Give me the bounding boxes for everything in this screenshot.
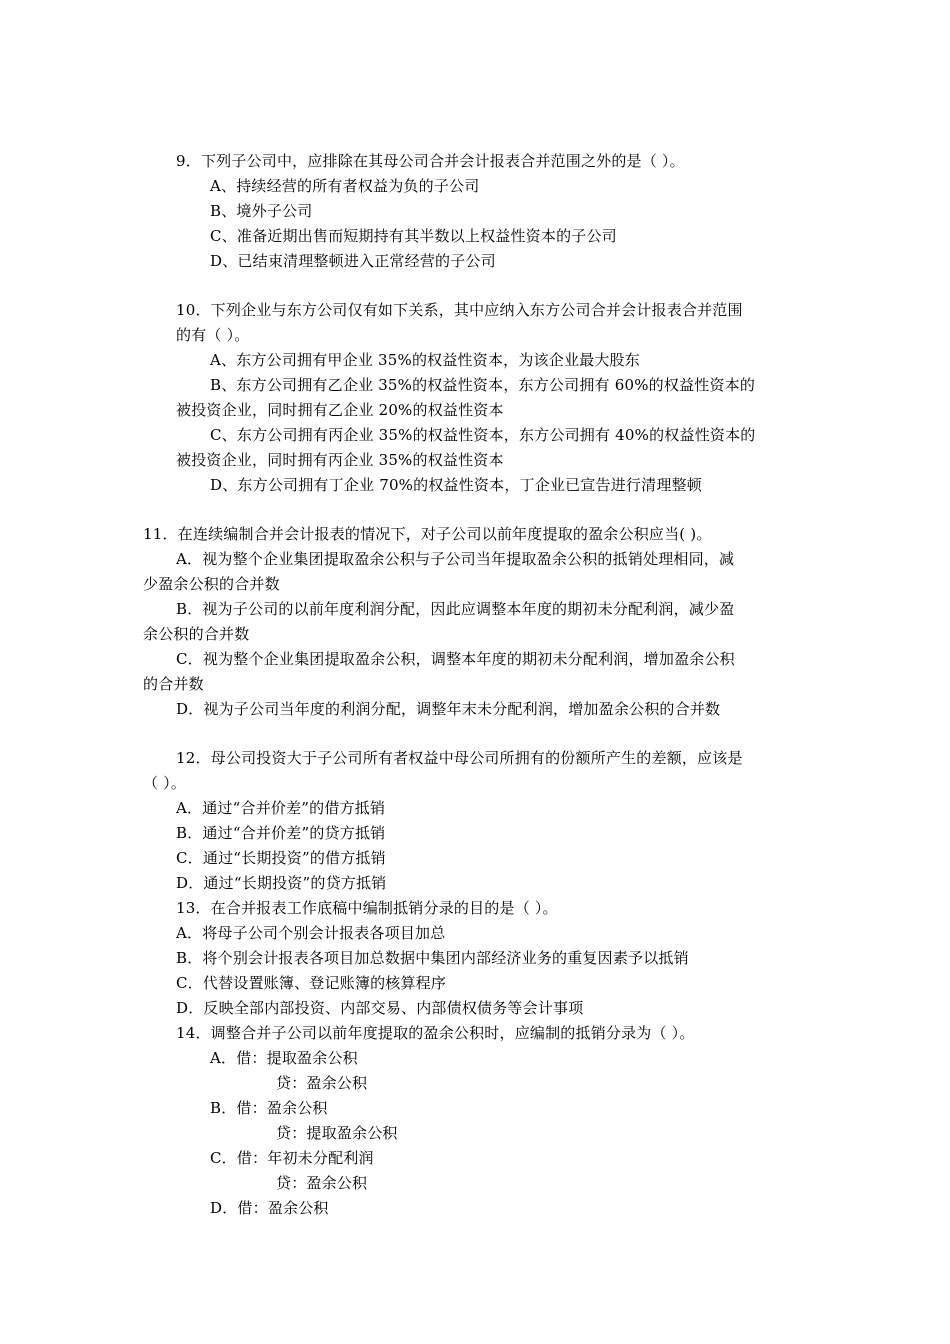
- question-14-option-a-debit: A．借：提取盈余公积: [210, 1049, 358, 1067]
- question-11-option-c-line-2: 的合并数: [143, 675, 204, 693]
- question-11-option-d: D．视为子公司当年度的利润分配，调整年末未分配利润，增加盈余公积的合并数: [176, 700, 721, 718]
- question-12-stem-line-1: 12．母公司投资大于子公司所有者权益中母公司所拥有的份额所产生的差额，应该是: [176, 749, 743, 767]
- question-11-option-a-line-2: 少盈余公积的合并数: [143, 575, 280, 593]
- question-10-option-c-line-2: 被投资企业，同时拥有丙企业 35%的权益性资本: [176, 451, 504, 469]
- question-10-option-b-line-1: B、东方公司拥有乙企业 35%的权益性资本，东方公司拥有 60%的权益性资本的: [210, 376, 756, 394]
- question-9-option-a: A、持续经营的所有者权益为负的子公司: [210, 177, 480, 195]
- question-9-option-b: B、境外子公司: [210, 202, 313, 220]
- question-11-stem: 11．在连续编制合并会计报表的情况下，对子公司以前年度提取的盈余公积应当( )。: [143, 525, 712, 543]
- question-12-option-c: C．通过“长期投资”的借方抵销: [176, 849, 386, 867]
- question-12-stem-line-2: （ ）。: [143, 774, 187, 792]
- question-13-stem: 13．在合并报表工作底稿中编制抵销分录的目的是（ ）。: [176, 899, 558, 917]
- question-14-option-c-debit: C．借：年初未分配利润: [210, 1149, 374, 1167]
- question-12-option-a: A．通过“合并价差”的借方抵销: [176, 799, 386, 817]
- question-13-option-d: D．反映全部内部投资、内部交易、内部债权债务等会计事项: [176, 999, 584, 1017]
- question-13-option-a: A．将母子公司个别会计报表各项目加总: [176, 924, 446, 942]
- question-10-option-c-line-1: C、东方公司拥有丙企业 35%的权益性资本，东方公司拥有 40%的权益性资本的: [210, 426, 756, 444]
- question-14-option-a-credit: 贷：盈余公积: [276, 1074, 368, 1092]
- question-9-option-d: D、已结束清理整顿进入正常经营的子公司: [210, 252, 496, 270]
- question-9-stem: 9．下列子公司中，应排除在其母公司合并会计报表合并范围之外的是（ ）。: [176, 152, 685, 170]
- question-11-option-b-line-1: B．视为子公司的以前年度利润分配，因此应调整本年度的期初未分配利润，减少盈: [176, 600, 735, 618]
- question-12-option-b: B．通过“合并价差”的贷方抵销: [176, 824, 386, 842]
- question-14-stem: 14．调整合并子公司以前年度提取的盈余公积时，应编制的抵销分录为（ ）。: [176, 1024, 695, 1042]
- question-11-option-a-line-1: A．视为整个企业集团提取盈余公积与子公司当年提取盈余公积的抵销处理相同，减: [176, 550, 735, 568]
- question-11-option-b-line-2: 余公积的合并数: [143, 625, 250, 643]
- question-10-option-b-line-2: 被投资企业，同时拥有乙企业 20%的权益性资本: [176, 401, 504, 419]
- question-10-stem-line-2: 的有（ ）。: [176, 326, 250, 344]
- question-11-option-c-line-1: C．视为整个企业集团提取盈余公积，调整本年度的期初未分配利润，增加盈余公积: [176, 650, 735, 668]
- question-13-option-b: B．将个别会计报表各项目加总数据中集团内部经济业务的重复因素予以抵销: [176, 949, 689, 967]
- question-14-option-c-credit: 贷：盈余公积: [276, 1174, 368, 1192]
- question-14-option-d-debit: D．借：盈余公积: [210, 1199, 329, 1217]
- question-14-option-b-credit: 贷：提取盈余公积: [276, 1124, 398, 1142]
- question-10-option-d: D、东方公司拥有丁企业 70%的权益性资本，丁企业已宣告进行清理整顿: [210, 476, 702, 494]
- question-10-option-a: A、东方公司拥有甲企业 35%的权益性资本，为该企业最大股东: [210, 351, 640, 369]
- question-13-option-c: C．代替设置账簿、登记账簿的核算程序: [176, 974, 447, 992]
- question-12-option-d: D．通过“长期投资”的贷方抵销: [176, 874, 387, 892]
- question-14-option-b-debit: B．借：盈余公积: [210, 1099, 328, 1117]
- question-9-option-c: C、准备近期出售而短期持有其半数以上权益性资本的子公司: [210, 227, 617, 245]
- question-10-stem-line-1: 10．下列企业与东方公司仅有如下关系，其中应纳入东方公司合并会计报表合并范围: [176, 301, 743, 319]
